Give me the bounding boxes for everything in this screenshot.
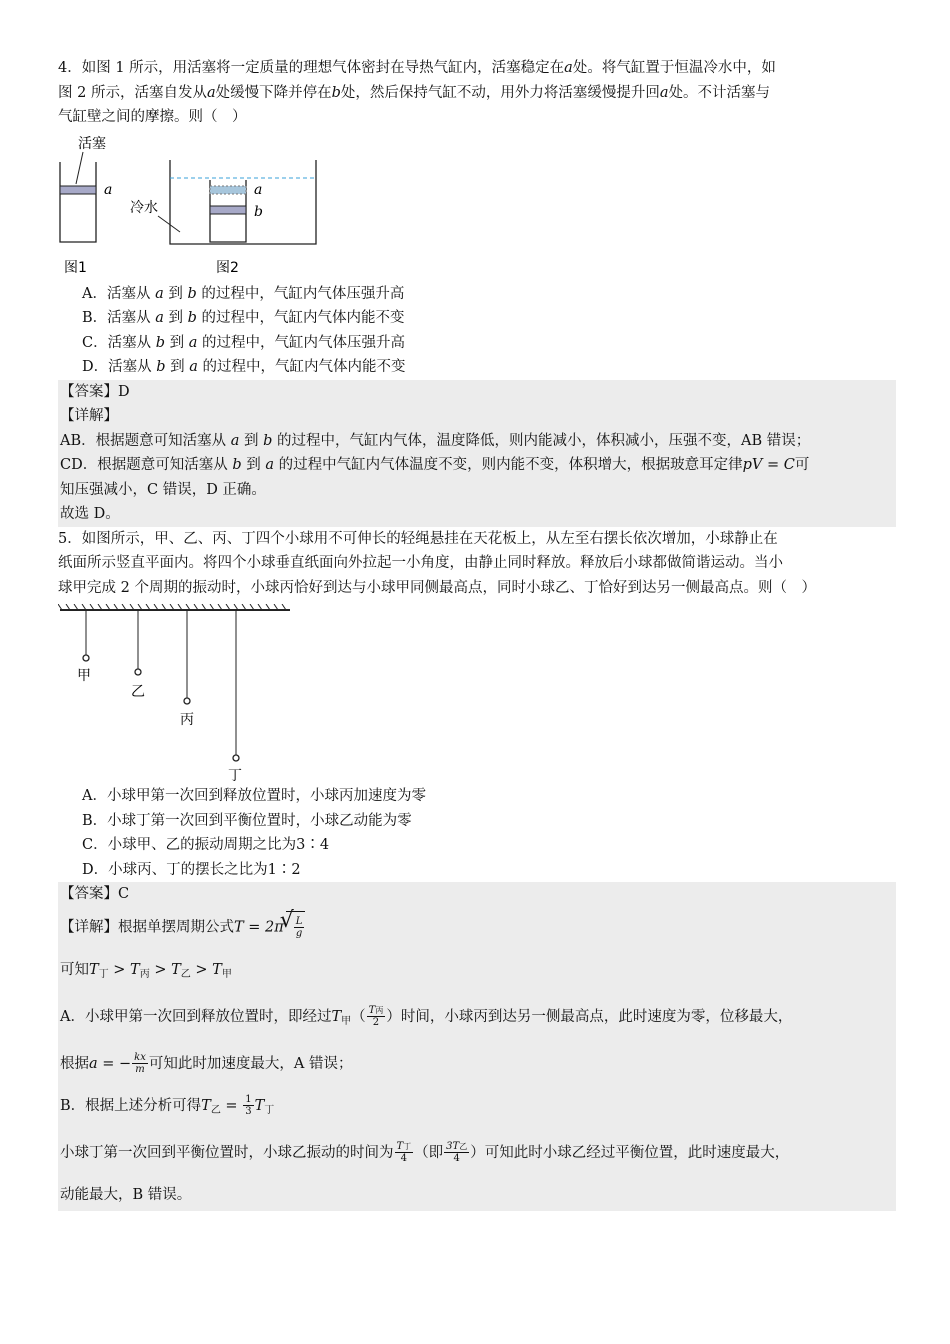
q5-detail-b1: B．根据上述分析可得$T_乙$ = $\frac{1}{3}$ $T_丁$ (60, 1094, 275, 1117)
q4-detail-ab: AB．根据题意可知活塞从 a 到 b 的过程中，气缸内气体，温度降低，则内能减小，体积减小，压强不变，AB 错误； (60, 432, 811, 449)
q5-detail-b2: 小球丁第一次回到平衡位置时，小球乙振动的时间为 T丁 4 （即 3T乙 4 ）可知此时小球乙经过平衡位置，此时速度最大， (60, 1141, 790, 1164)
q4-stem-line2: 图 2 所示，活塞自发从a处缓慢下降并停在b处，然后保持气缸不动，用外力将活塞缓慢提升回a处。不计活塞与 (58, 84, 771, 101)
q5-pendulum-figure (58, 604, 308, 784)
svg-text:甲: 甲 (77, 668, 91, 684)
q4-option-a[interactable]: A．活塞从 a 到 b 的过程中，气缸内气体压强升高 (82, 285, 405, 302)
q5-option-a[interactable]: A．小球甲第一次回到释放位置时，小球丙加速度为零 (82, 788, 426, 804)
pendulum-yi (131, 610, 145, 700)
pendulum-bing (180, 610, 194, 728)
q4-stem-line1: 4．如图 1 所示，用活塞将一定质量的理想气体密封在导热气缸内，活塞稳定在a处。将气缸置于恒温冷水中，如 (58, 60, 776, 76)
q5-stem-line2: 纸面所示竖直平面内。将四个小球垂直纸面向外拉起一小角度，由静止同时释放。释放后小球都做简谐运动。当小 (58, 555, 783, 571)
q4-detail-cd: CD．根据题意可知活塞从 b 到 a 的过程中气缸内气体温度不变，则内能不变，体积增大，根据玻意耳定律pV = C可 (60, 457, 810, 473)
svg-text:丙: 丙 (180, 712, 194, 728)
fig2-caption: 图2 (216, 259, 239, 276)
q5-detail-order: 可知$T_丁 > T_丙 > T_乙 > T_甲$ (60, 961, 232, 980)
svg-text:a: a (254, 181, 263, 198)
q4-option-d[interactable]: D．活塞从 b 到 a 的过程中，气缸内气体内能不变 (82, 359, 406, 375)
pendulum-jia (77, 610, 91, 684)
svg-text:b: b (254, 203, 263, 220)
pendulum-ding (228, 610, 242, 784)
q4-detail-cd-cont: 知压强减小，C 错误，D 正确。 (60, 481, 266, 498)
q4-answer: 【答案】D (60, 383, 130, 400)
q5-detail-a1: A．小球甲第一次回到释放位置时，即经过$T_甲$（ T丙 2 ）时间，小球丙到达另一侧最高点，此时速度为零，位移最大， (60, 1005, 793, 1028)
q5-detail-formula: 【详解】根据单摆周期公式T = 2π √ $\frac{L}{g}$ (60, 907, 894, 944)
piston-label: 活塞 (78, 135, 106, 152)
q4-cylinder-figure (58, 132, 358, 282)
q4-solution (58, 380, 896, 527)
fig1-piston (60, 186, 96, 194)
q5-detail-b3: 动能最大，B 错误。 (60, 1186, 192, 1203)
q4-option-b[interactable]: B．活塞从 a 到 b 的过程中，气缸内气体内能不变 (82, 310, 405, 326)
q4-option-c[interactable]: C．活塞从 b 到 a 的过程中，气缸内气体压强升高 (82, 334, 405, 351)
svg-text:乙: 乙 (131, 684, 145, 700)
svg-text:丁: 丁 (228, 768, 242, 784)
fig2-piston-a (210, 186, 246, 194)
q5-stem-line1: 5．如图所示，甲、乙、丙、丁四个小球用不可伸长的轻绳悬挂在天花板上，从左至右摆长依次增加，小球静止在 (58, 530, 778, 547)
fig1-caption: 图1 (64, 259, 87, 276)
q5-option-b[interactable]: B．小球丁第一次回到平衡位置时，小球乙动能为零 (82, 812, 412, 829)
q5-option-c[interactable]: C．小球甲、乙的振动周期之比为3∶4 (82, 837, 330, 853)
q5-detail-a2: 根据a = − $\frac{kx}{m}$ 可知此时加速度最大，A 错误； (60, 1052, 353, 1075)
svg-text:a: a (104, 181, 113, 198)
q5-stem-line3: 球甲完成 2 个周期的振动时，小球丙恰好到达与小球甲同侧最高点，同时小球乙、丁恰好到达另一侧最高点。则（ ） (58, 579, 816, 596)
q5-answer: 【答案】C (60, 886, 130, 902)
fig2-piston-b (210, 206, 246, 214)
q5-option-d[interactable]: D．小球丙、丁的摆长之比为1∶2 (82, 861, 301, 878)
water-label: 冷水 (130, 199, 158, 216)
q4-detail-title: 【详解】 (60, 408, 118, 424)
exam-page (58, 56, 896, 1211)
q4-stem-line3: 气缸壁之间的摩擦。则（ ） (58, 109, 247, 125)
q5-solution (58, 882, 896, 1211)
q4-conclusion: 故选 D。 (60, 506, 120, 522)
